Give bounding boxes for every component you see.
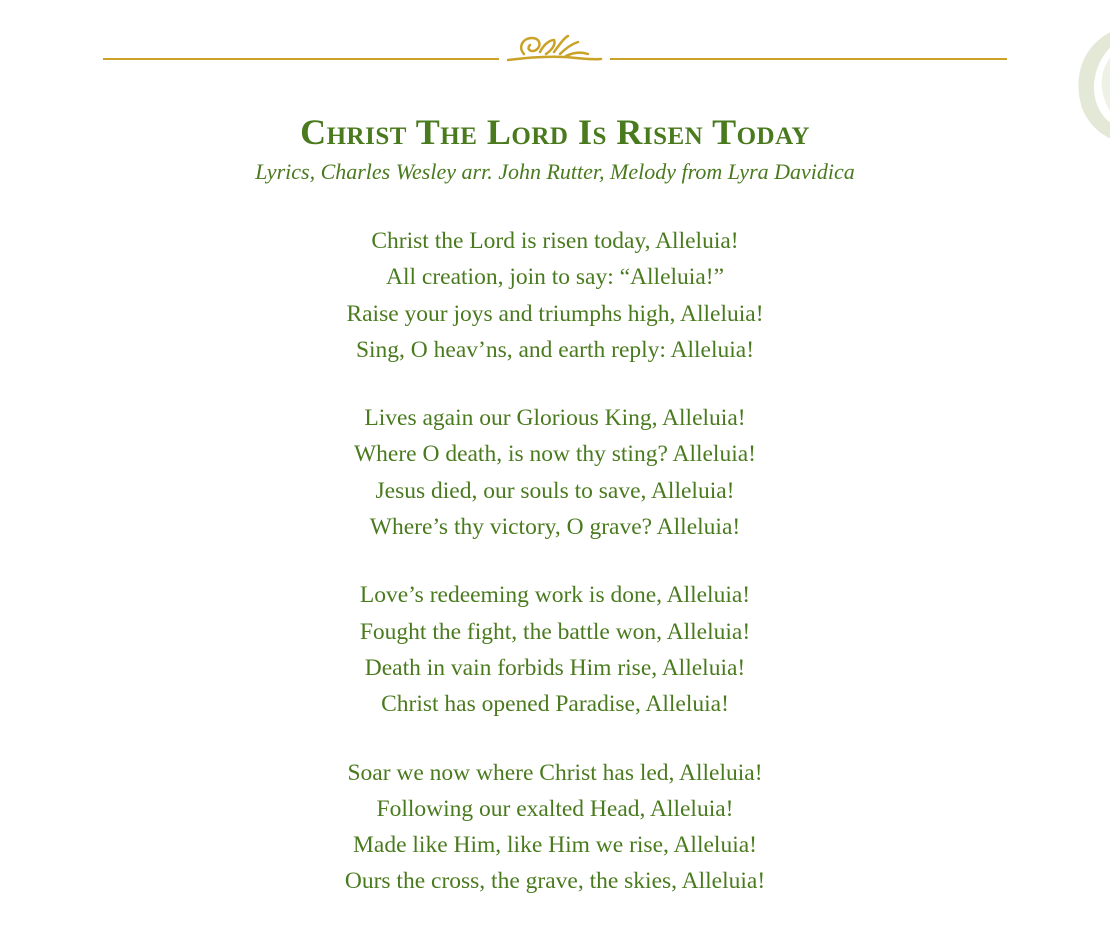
hymn-credits: Lyrics, Charles Wesley arr. John Rutter, Melody from Lyra Davidica xyxy=(255,159,855,184)
verse-1 xyxy=(0,223,1110,368)
verse-4 xyxy=(0,755,1110,900)
lyric-line: Following our exalted Head, Alleluia! xyxy=(376,795,734,822)
lyric-line: Lives again our Glorious King, Alleluia! xyxy=(364,405,746,432)
lyric-line: Christ has opened Paradise, Alleluia! xyxy=(381,691,729,718)
hymn-title: Christ The Lord Is Risen Today xyxy=(300,112,810,152)
header-rule-right xyxy=(610,58,1007,60)
verse-2 xyxy=(0,400,1110,545)
lyric-line: Fought the fight, the battle won, Alleluia! xyxy=(359,618,751,645)
lyric-line: Love’s redeeming work is done, Alleluia! xyxy=(359,582,751,609)
lyric-line: Where’s thy victory, O grave? Alleluia! xyxy=(369,514,741,541)
lyrics xyxy=(0,223,1110,932)
lyric-line: Sing, O heav’ns, and earth reply: Alleluia! xyxy=(355,336,755,363)
lyric-line: Christ the Lord is risen today, Alleluia! xyxy=(371,228,739,254)
lyric-line: Made like Him, like Him we rise, Alleluia! xyxy=(353,832,757,859)
lyric-line: All creation, join to say: “Alleluia!” xyxy=(385,264,725,291)
lyric-line: Raise your joys and triumphs high, Alleluia! xyxy=(346,300,764,327)
verse-3 xyxy=(0,577,1110,722)
lyric-line: Soar we now where Christ has led, Alleluia! xyxy=(347,759,763,786)
lyric-line: Ours the cross, the grave, the skies, Alleluia! xyxy=(344,868,766,895)
lyric-line: Death in vain forbids Him rise, Alleluia! xyxy=(364,654,746,681)
header-rule-left xyxy=(103,58,499,60)
lyric-line: Jesus died, our souls to save, Alleluia! xyxy=(375,477,735,504)
lyric-line: Where O death, is now thy sting? Alleluia! xyxy=(353,441,756,468)
flourish-ornament-icon xyxy=(504,30,604,66)
